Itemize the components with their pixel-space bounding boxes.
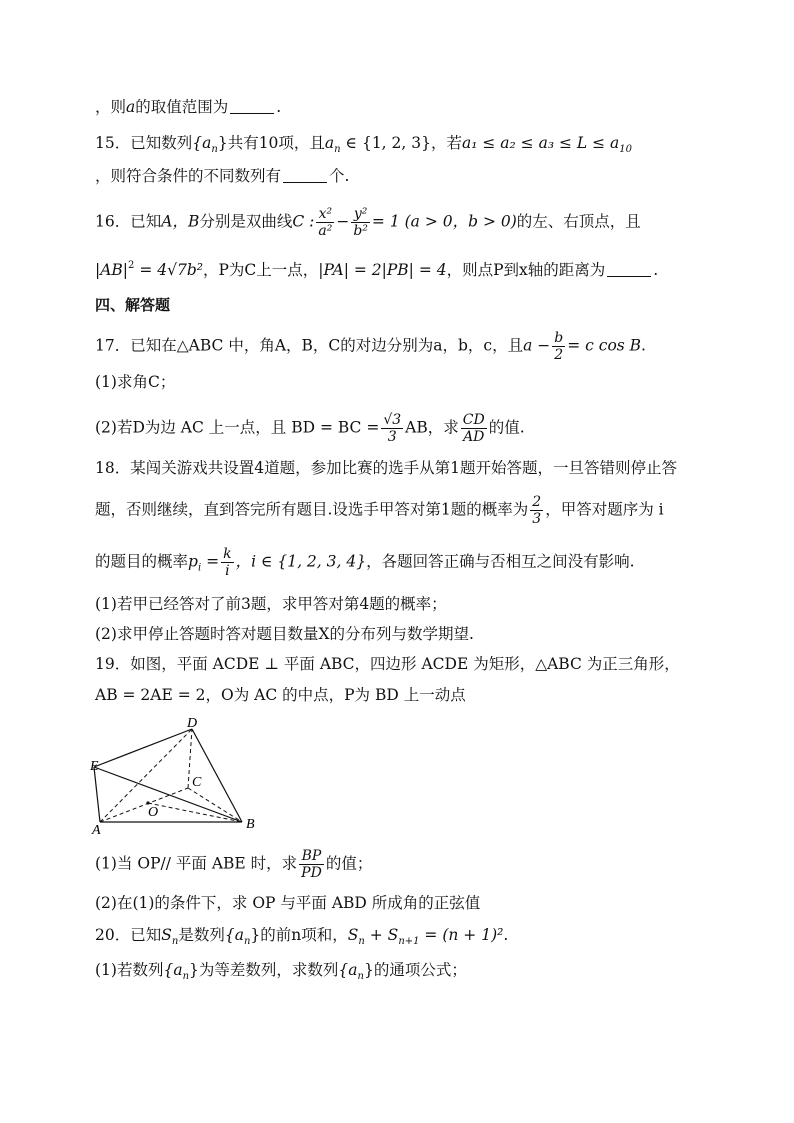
math: {a [192, 134, 212, 152]
q18-part2: (2)求甲停止答题时答对题目数量X的分布列与数学期望. [95, 625, 474, 643]
text: (1)若数列 [95, 961, 164, 979]
question-number: 18． [95, 459, 131, 477]
text: ，各题回答正确与否相互之间没有影响. [366, 552, 635, 571]
q18-line2 [95, 494, 664, 527]
math-sub: 10 [619, 144, 632, 155]
math: ∈ {1, 2, 3} [340, 134, 431, 152]
q18-line3 [95, 546, 635, 579]
question-number: 16． [95, 212, 131, 231]
math: } [250, 926, 261, 944]
text: 如图，平面 ACDE ⊥ 平面 ABC，四边形 ACDE 为矩形，△ABC 为正三角形， [130, 655, 680, 673]
text: ，若 [430, 134, 462, 152]
text: 分别是双曲线 [199, 212, 293, 231]
question-number: 19． [95, 655, 131, 673]
math: ，i ∈ {1, 2, 3, 4} [235, 552, 367, 571]
denominator: b² [353, 223, 368, 239]
math: a [324, 134, 335, 152]
math: } [189, 961, 199, 979]
math: a₁ ≤ a₂ ≤ a₃ ≤ L ≤ a [461, 134, 620, 152]
numerator: 2 [532, 494, 542, 510]
math: = 4√7b² [134, 261, 203, 279]
denominator: a² [318, 223, 333, 239]
numerator: b [554, 330, 564, 346]
text: 已知 [130, 926, 162, 944]
section-heading: 四、解答题 [95, 296, 171, 314]
text: . [276, 98, 282, 116]
q19-part2: (2)在(1)的条件下，求 OP 与平面 ABD 所成角的正弦值 [95, 894, 481, 912]
text: . [653, 261, 659, 279]
edge-ad [100, 729, 192, 822]
text: ，则点P到x轴的距离为 [446, 261, 606, 279]
text: ，P为C上一点， [202, 261, 319, 279]
edge-ac [100, 788, 188, 822]
math: } [217, 134, 228, 152]
math-sub: n [334, 144, 341, 155]
text: . [503, 926, 509, 944]
denominator: 3 [532, 511, 542, 527]
q18-line1 [95, 458, 677, 478]
answer-blank [607, 262, 651, 277]
math: + S [364, 926, 399, 944]
math-sup: 2 [128, 260, 135, 271]
math: S [161, 926, 172, 944]
var-a: a [126, 98, 136, 116]
numerator: √3 [383, 412, 402, 428]
math: {a [163, 961, 183, 979]
edge-eb [94, 767, 242, 822]
question-number: 20． [95, 926, 131, 944]
text: (2)若D为边 AC 上一点，且 BD = BC = [95, 418, 380, 437]
text: 的通项公式； [373, 961, 467, 979]
edge-ae [94, 767, 100, 822]
denominator: i [221, 562, 233, 579]
question-number: 17． [95, 336, 131, 355]
answer-blank [230, 99, 274, 114]
label-a: A [92, 823, 101, 838]
numerator: y² [353, 206, 368, 222]
numerator: BP [301, 848, 322, 864]
q19-part1 [95, 848, 372, 881]
q19-line2: AB = 2AE = 2，O为 AC 的中点，P为 BD 上一动点 [95, 686, 466, 704]
text: ，则符合条件的不同数列有 [95, 167, 282, 185]
text: ，则 [95, 98, 127, 116]
label-o: O [148, 805, 159, 820]
denominator: PD [301, 865, 322, 881]
text: 的值. [488, 418, 525, 437]
text: 的题目的概率 [95, 552, 189, 571]
q17-part2 [95, 412, 525, 445]
math: = [201, 552, 220, 571]
math: = 1 (a > 0，b > 0) [371, 212, 517, 231]
math-sub: n [182, 971, 190, 982]
question-number: 15． [95, 134, 131, 152]
math-sub: n [171, 936, 179, 947]
label-d: D [187, 716, 198, 731]
text: 共有10项，且 [227, 134, 325, 152]
math-sub: n [357, 971, 364, 982]
text: 已知在△ABC 中，角A，B，C的对边分别为a，b，c，且 [130, 336, 524, 355]
q18-part1: (1)若甲已经答对了前3题，求甲答对第4题的概率； [95, 595, 447, 613]
geometry-figure [92, 712, 272, 837]
fraction [316, 206, 334, 239]
label-c: C [192, 775, 202, 790]
text: 已知 [130, 212, 162, 231]
denominator: 3 [381, 428, 403, 445]
edge-ob [148, 803, 242, 822]
numerator: CD [462, 412, 485, 428]
text: AB，求 [405, 418, 459, 437]
q15-line1 [95, 133, 632, 160]
fraction [530, 494, 543, 527]
q16-line1: 16．已知A，B分别是双曲线C : $\frac{\text{x²}}{\text{a²}}$ − $\frac{\text{y²}}{\text{b²}}$ = 1 (a > 0，b > 0)的左、右顶点，且 [95, 206, 641, 239]
text: 是数列 [178, 926, 225, 944]
text: ，甲答对题序为 i [545, 500, 664, 519]
denominator: AD [461, 428, 487, 445]
denominator: 2 [552, 346, 565, 363]
fraction [381, 412, 403, 445]
math-sub: i [197, 562, 202, 574]
q14-tail [95, 97, 281, 117]
math: = (n + 1)² [419, 926, 504, 944]
fraction [299, 848, 324, 881]
text: . [641, 336, 646, 355]
numerator: x² [318, 206, 333, 222]
math: |AB| [95, 261, 129, 279]
q20-part1 [95, 960, 467, 987]
label-e: E [90, 759, 99, 774]
text: 的值； [325, 854, 373, 873]
math: {a [338, 961, 358, 979]
text: 题，否则继续，直到答完所有题目.设选手甲答对第1题的概率为 [95, 500, 529, 519]
q16-line2 [95, 256, 658, 280]
math: p [188, 552, 198, 571]
math-sub: n [243, 936, 251, 947]
q20-line1 [95, 925, 508, 952]
text: 某闯关游戏共设置4道题，参加比赛的选手从第1题开始答题，一旦答错则停止答 [130, 459, 677, 477]
fraction [552, 330, 565, 363]
answer-blank [283, 168, 327, 183]
math-sub: n+1 [398, 936, 420, 947]
math: |PA| = 2|PB| = 4 [318, 261, 447, 279]
fraction [221, 546, 233, 579]
math: a − [523, 336, 551, 355]
fraction [351, 206, 370, 239]
numerator: k [223, 546, 232, 562]
edge-ed [94, 729, 192, 767]
text: 的前n项和， [260, 926, 348, 944]
math: } [363, 961, 374, 979]
fraction [461, 412, 487, 445]
text: 已知数列 [130, 134, 193, 152]
label-b: B [246, 817, 255, 832]
math: S [347, 926, 359, 944]
text: 为等差数列，求数列 [198, 961, 339, 979]
text: 的取值范围为 [135, 98, 229, 116]
text: (1)当 OP// 平面 ABE 时，求 [95, 854, 298, 873]
q19-line1 [95, 654, 680, 674]
text: 个. [329, 167, 350, 185]
math: {a [224, 926, 244, 944]
math: = c cos B [567, 336, 642, 355]
q17-line1 [95, 330, 646, 363]
math-sub: n [211, 144, 218, 155]
text: 的左、右顶点，且 [516, 212, 641, 231]
math-sub: n [358, 936, 365, 947]
math: C : [292, 212, 315, 231]
math: A，B [161, 212, 200, 231]
q15-line2 [95, 166, 349, 186]
q17-part1: (1)求角C； [95, 373, 176, 391]
